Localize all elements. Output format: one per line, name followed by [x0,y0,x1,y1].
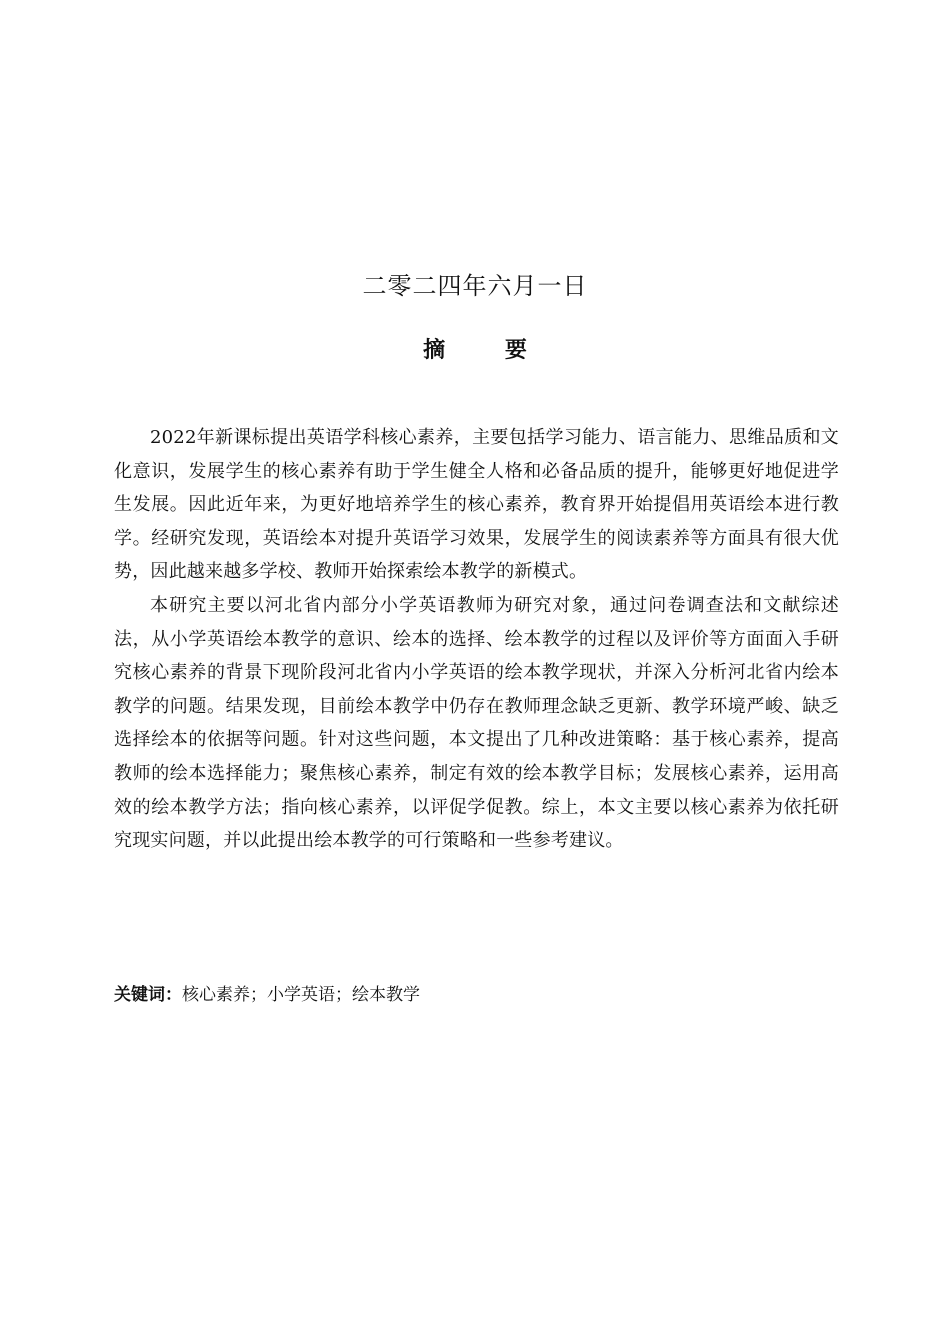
abstract-heading: 摘 要 [423,338,553,363]
abstract-body [114,421,839,858]
abstract-paragraph: 本研究主要以河北省内部分小学英语教师为研究对象，通过问卷调查法和文献综述法，从小学英语绘本教学的意识、绘本的选择、绘本教学的过程以及评价等方面面入手研究核心素养的背景下现阶段河北省内小学英语的绘本教学现状，并深入分析河北省内绘本教学的问题。结果发现，目前绘本教学中仍存在教师理念缺乏更新、教学环境严峻、缺乏选择绘本的依据等问题。针对这些问题，本文提出了几种改进策略：基于核心素养，提高教师的绘本选择能力；聚焦核心素养，制定有效的绘本教学目标；发展核心素养，运用高效的绘本教学方法；指向核心素养，以评促学促教。综上，本文主要以核心素养为依托研究现实问题，并以此提出绘本教学的可行策略和一些参考建议。 [114,594,839,852]
document-date: 二零二四年六月一日 [362,272,588,300]
abstract-paragraph: 2022年新课标提出英语学科核心素养，主要包括学习能力、语言能力、思维品质和文化意识，发展学生的核心素养有助于学生健全人格和必备品质的提升，能够更好地促进学生发展。因此近年来，为更好地培养学生的核心素养，教育界开始提倡用英语绘本进行教学。经研究发现，英语绘本对提升英语学习效果，发展学生的阅读素养等方面具有很大优势，因此越来越多学校、教师开始探索绘本教学的新模式。 [114,427,839,583]
keywords-text: 核心素养；小学英语；绘本教学 [182,985,420,1005]
keywords-line [114,980,839,1010]
keywords-label: 关键词： [114,985,182,1005]
